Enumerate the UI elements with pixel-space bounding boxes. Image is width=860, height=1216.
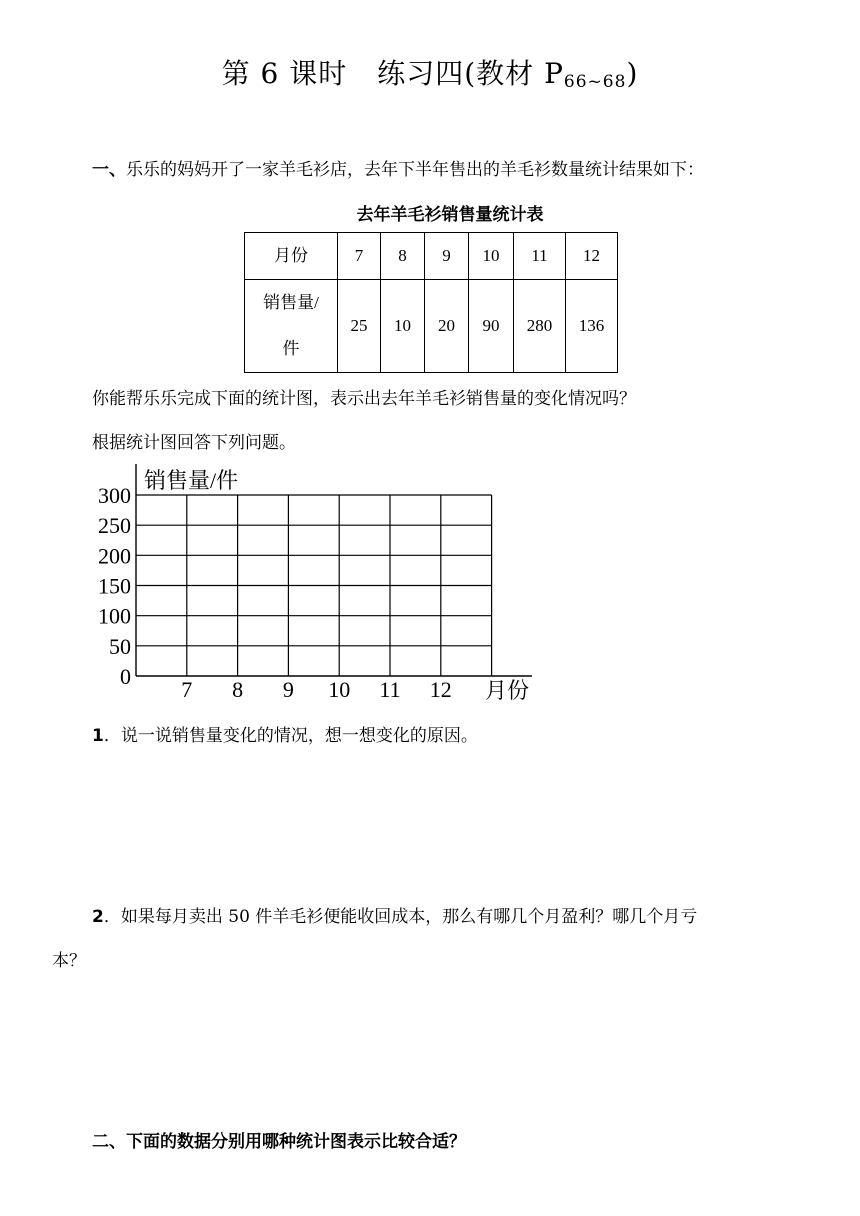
y-tick-labels: [98, 483, 131, 689]
chart-axes: [136, 464, 532, 676]
month-cell: 7: [338, 233, 381, 280]
question-complete-chart: 你能帮乐乐完成下面的统计图，表示出去年羊毛衫销售量的变化情况吗？: [92, 389, 636, 409]
section-2-heading: 二、下面的数据分别用哪种统计图表示比较合适？: [92, 1132, 466, 1152]
lesson-number: 第 6 课时: [221, 57, 348, 90]
header-sales: [245, 280, 338, 373]
section-1-heading: [92, 155, 704, 180]
problem-2-continued: 本？: [52, 951, 86, 971]
sales-cell: 25: [338, 280, 381, 373]
sales-cell: 20: [425, 280, 469, 373]
header-month: 月份: [245, 233, 338, 280]
month-cell: 10: [469, 233, 514, 280]
table-row-month: [245, 233, 618, 280]
month-cell: 9: [425, 233, 469, 280]
x-tick-label: 9: [282, 677, 294, 702]
problem-1-text: ．说一说销售量变化的情况，想一想变化的原因。: [103, 726, 478, 746]
problem-2-number: 2: [92, 907, 104, 927]
section-1-number: 一、: [92, 160, 126, 180]
sales-cell: 90: [469, 280, 514, 373]
table-title: 去年羊毛衫销售量统计表: [356, 205, 544, 225]
x-axis-label: 月份: [485, 678, 530, 703]
x-tick-label: 11: [379, 677, 401, 702]
lesson-name: 练习四(教材 P: [377, 57, 564, 90]
title-close-paren: ): [626, 57, 639, 90]
y-tick-label: 100: [98, 603, 131, 629]
question-answer-instruction: 根据统计图回答下列问题。: [92, 433, 296, 453]
x-tick-label: 8: [232, 677, 244, 702]
table-row-sales: [245, 280, 618, 373]
y-axis-label: 销售量/件: [144, 468, 239, 493]
blank-line-chart: [80, 462, 550, 712]
y-tick-label: 150: [98, 573, 131, 599]
y-tick-label: 300: [98, 483, 131, 508]
sales-table: [244, 232, 618, 373]
x-tick-label: 12: [429, 677, 452, 702]
sales-cell: 280: [514, 280, 566, 373]
y-tick-label: 200: [98, 543, 131, 569]
sales-cell: 136: [566, 280, 618, 373]
page-title: [0, 52, 860, 92]
problem-1: [92, 721, 478, 746]
x-tick-labels: [181, 677, 452, 702]
y-tick-label: 250: [98, 513, 131, 539]
sales-cell: 10: [381, 280, 425, 373]
month-cell: 11: [514, 233, 566, 280]
problem-1-number: 1: [92, 726, 104, 746]
header-sales-line2: 件: [282, 339, 300, 358]
problem-2: [92, 902, 697, 927]
y-tick-label: 0: [120, 664, 131, 689]
page-range: 66~68: [563, 72, 627, 92]
problem-2-text: ．如果每月卖出 50 件羊毛衫便能收回成本，那么有哪几个月盈利？哪几个月亏: [103, 907, 698, 927]
month-cell: 8: [381, 233, 425, 280]
x-tick-label: 7: [181, 677, 193, 702]
y-tick-label: 50: [109, 633, 131, 659]
section-1-text: 乐乐的妈妈开了一家羊毛衫店，去年下半年售出的羊毛衫数量统计结果如下：: [126, 160, 704, 180]
chart-grid: [136, 495, 492, 676]
x-tick-label: 10: [328, 677, 351, 702]
month-cell: 12: [566, 233, 618, 280]
header-sales-line1: 销售量/: [263, 293, 319, 312]
